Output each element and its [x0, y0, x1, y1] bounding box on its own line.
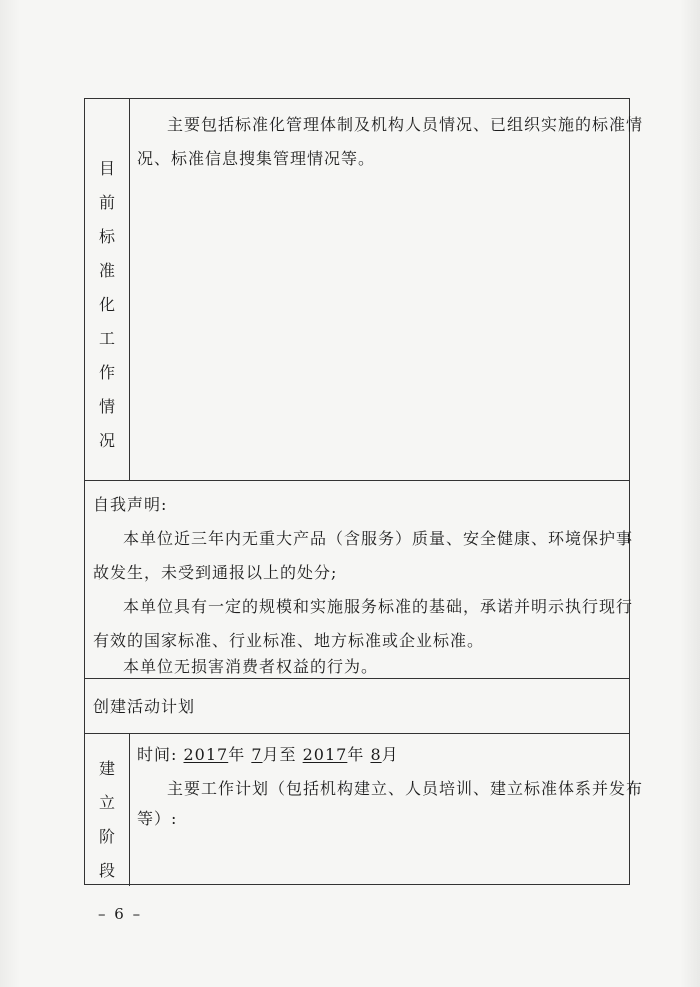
stage-work-plan: 主要工作计划（包括机构建立、人员培训、建立标准体系并发布 [167, 779, 644, 798]
label-char: 建 [98, 759, 115, 778]
start-year: 2017 [183, 745, 229, 764]
declaration-paragraph: 故发生，未受到通报以上的处分; [93, 563, 338, 582]
month-to: 月至 [262, 745, 297, 764]
page-number: – 6 – [98, 905, 143, 923]
stage-work-plan: 等）: [137, 809, 178, 828]
column-divider [129, 733, 130, 886]
declaration-title: 自我声明: [93, 495, 168, 514]
label-char: 前 [98, 193, 115, 212]
declaration-paragraph: 本单位近三年内无重大产品（含服务）质量、安全健康、环境保护事 [123, 529, 634, 548]
label-char: 化 [98, 295, 115, 314]
row-divider [85, 733, 629, 734]
form-table [84, 98, 644, 885]
label-char: 目 [98, 159, 115, 178]
current-work-content: 况、标准信息搜集管理情况等。 [137, 149, 376, 168]
declaration-paragraph: 有效的国家标准、行业标准、地方标准或企业标准。 [93, 631, 485, 650]
year-char: 年 [228, 745, 246, 764]
row-divider [85, 678, 629, 679]
label-char: 况 [98, 431, 115, 450]
stage-time-line [137, 745, 399, 765]
declaration-paragraph: 本单位无损害消费者权益的行为。 [123, 657, 379, 676]
label-char: 段 [98, 861, 115, 880]
time-label: 时间: [137, 745, 178, 764]
row-divider [85, 480, 629, 481]
label-char: 情 [98, 397, 115, 416]
year-char: 年 [347, 745, 365, 764]
label-char: 立 [98, 793, 115, 812]
label-char: 准 [98, 261, 115, 280]
label-char: 作 [98, 363, 115, 382]
column-divider [129, 99, 130, 480]
month-char: 月 [381, 745, 399, 764]
end-year: 2017 [302, 745, 348, 764]
current-work-content: 主要包括标准化管理体制及机构人员情况、已组织实施的标准情 [167, 115, 644, 134]
end-month: 8 [370, 745, 382, 764]
label-char: 标 [98, 227, 115, 246]
start-month: 7 [251, 745, 263, 764]
label-char: 工 [98, 329, 115, 348]
declaration-paragraph: 本单位具有一定的规模和实施服务标准的基础，承诺并明示执行现行 [123, 597, 634, 616]
label-char: 阶 [98, 827, 115, 846]
plan-title: 创建活动计划 [93, 697, 196, 716]
